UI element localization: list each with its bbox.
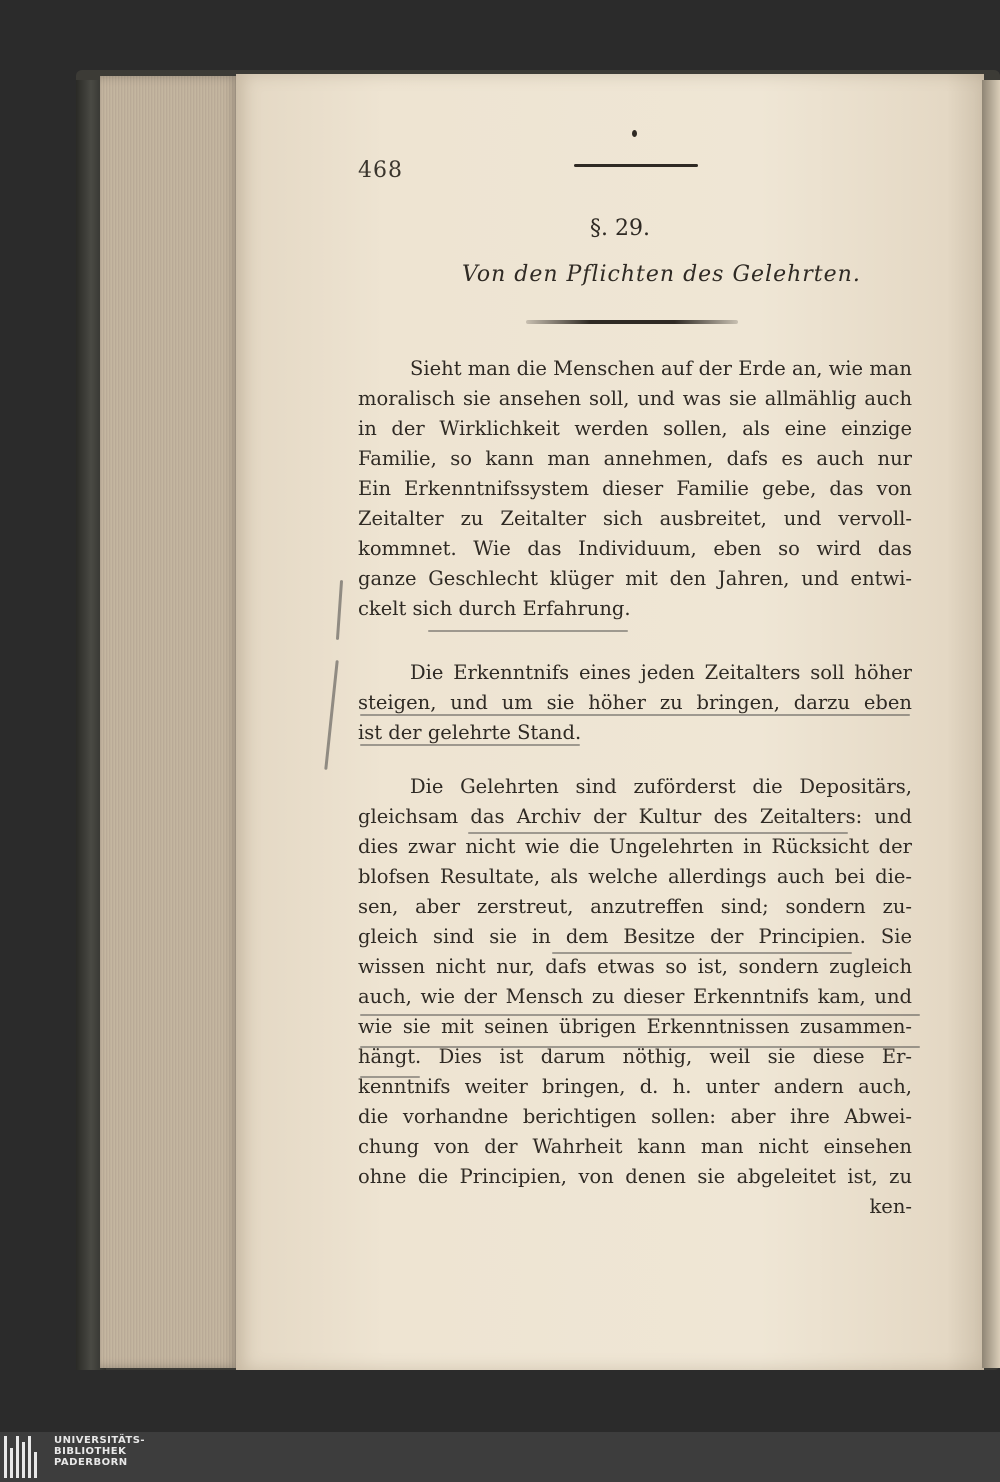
paragraph-3 (358, 772, 912, 1222)
text-line: gleich sind sie in dem Besitze der Principien. Sie (358, 925, 912, 948)
text-line: hängt. Dies ist darum nöthig, weil sie diese Er- (358, 1045, 912, 1068)
text-line: blofsen Resultate, als welche allerdings auch bei die- (358, 865, 912, 888)
section-number: §. 29. (590, 216, 650, 241)
text-line: ckelt sich durch Erfahrung. (358, 597, 631, 620)
pencil-underline (552, 952, 852, 954)
text-line: kommnet. Wie das Individuum, eben so wird das (358, 537, 912, 560)
pencil-underline (360, 1014, 920, 1016)
library-logo-icon (4, 1436, 50, 1478)
text-line: auch, wie der Mensch zu dieser Erkenntnifs kam, und (358, 985, 912, 1008)
text-line: in der Wirklichkeit werden sollen, als eine einzige (358, 417, 912, 440)
pencil-underline (360, 714, 910, 716)
paragraph-2 (358, 658, 912, 748)
header-rule (574, 164, 698, 167)
text-line: sen, aber zerstreut, anzutreffen sind; sondern zu- (358, 895, 912, 918)
text-line: Sieht man die Menschen auf der Erde an, wie man (410, 357, 912, 380)
text-line: Ein Erkenntnifssystem dieser Familie gebe, das von (358, 477, 912, 500)
footer-bar (0, 1432, 1000, 1482)
text-line: kenntnifs weiter bringen, d. h. unter andern auch, (358, 1075, 912, 1098)
text-line: chung von der Wahrheit kann man nicht einsehen (358, 1135, 912, 1158)
title-rule (526, 320, 738, 324)
text-line: wie sie mit seinen übrigen Erkenntnissen zusammen- (358, 1015, 912, 1038)
text-line: Die Gelehrten sind zuförderst die Depositärs, (410, 775, 912, 798)
text-line: gleichsam das Archiv der Kultur des Zeitalters: und (358, 805, 912, 828)
catchword: ken- (869, 1195, 912, 1218)
text-line: Die Erkenntnifs eines jeden Zeitalters soll höher (410, 661, 912, 684)
text-line: ist der gelehrte Stand. (358, 721, 582, 744)
logo-line: PADERBORN (54, 1457, 128, 1468)
page-number: 468 (358, 158, 403, 183)
paragraph-1 (358, 354, 912, 624)
text-line: ganze Geschlecht klüger mit den Jahren, und entwi- (358, 567, 912, 590)
page-stack (100, 76, 240, 1368)
logo-line: BIBLIOTHEK (54, 1446, 127, 1457)
text-line: moralisch sie ansehen soll, und was sie allmählig auch (358, 387, 912, 410)
ornament-dot (632, 130, 637, 137)
text-line: die vorhandne berichtigen sollen: aber ihre Abwei- (358, 1105, 912, 1128)
library-logo-text (54, 1435, 145, 1468)
text-line: Familie, so kann man annehmen, dafs es auch nur (358, 447, 912, 470)
section-title: Von den Pflichten des Gelehrten. (462, 262, 861, 287)
pencil-underline (428, 630, 628, 632)
logo-line: UNIVERSITÄTS- (54, 1435, 146, 1446)
text-line: steigen, und um sie höher zu bringen, darzu eben (358, 691, 912, 714)
pencil-underline (360, 744, 580, 746)
text-line: dies zwar nicht wie die Ungelehrten in Rücksicht der (358, 835, 912, 858)
pencil-underline (360, 1076, 420, 1078)
pencil-underline (468, 832, 848, 834)
facing-page-edge (982, 80, 1000, 1368)
text-line: ohne die Principien, von denen sie abgeleitet ist, zu (358, 1165, 912, 1188)
text-line: wissen nicht nur, dafs etwas so ist, sondern zugleich (358, 955, 912, 978)
pencil-underline (360, 1046, 920, 1048)
text-line: Zeitalter zu Zeitalter sich ausbreitet, und vervoll- (358, 507, 912, 530)
